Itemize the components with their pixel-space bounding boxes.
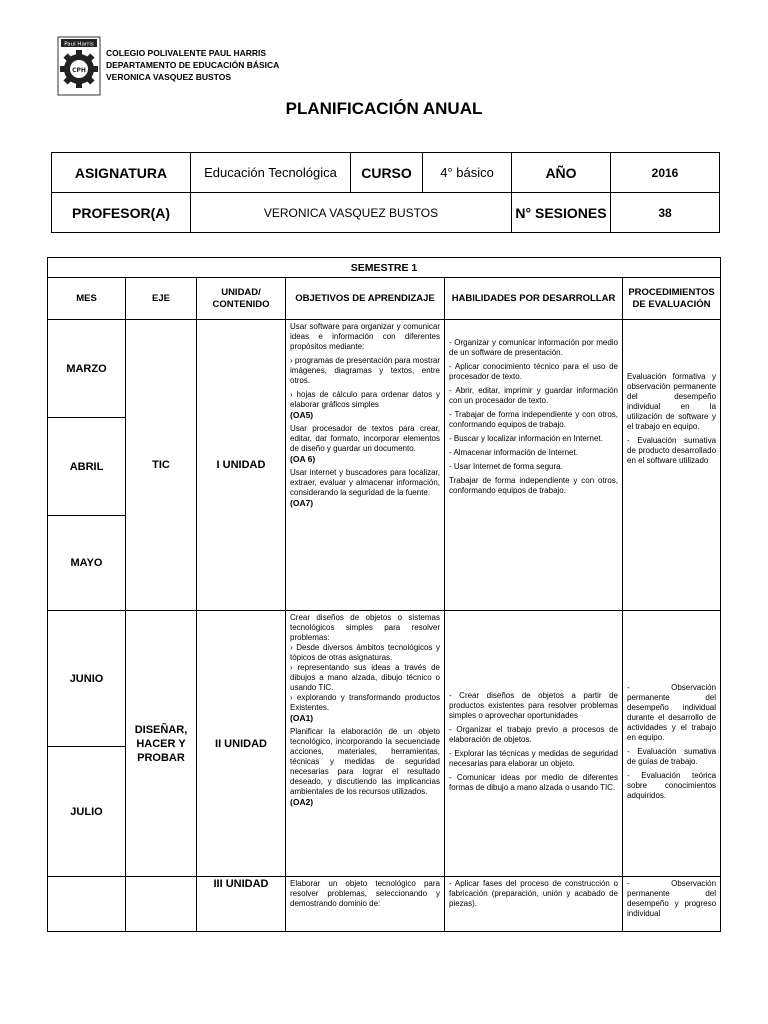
habilidades-unidad-3: - Aplicar fases del proceso de construcción o fabricación (preparación, unión y acabado de piezas).	[445, 877, 623, 932]
objective-code: (OA 6)	[290, 454, 316, 464]
asignatura-value: Educación Tecnológica	[191, 153, 351, 193]
eje-tic: TIC	[126, 320, 197, 611]
objective-code: (OA7)	[290, 498, 314, 508]
header-mes: MES	[48, 278, 126, 320]
skill-text: - Usar Internet de forma segura.	[449, 462, 563, 471]
asignatura-label: ASIGNATURA	[52, 153, 191, 193]
objective-text: Crear diseños de objetos o sistemas tecnológicos simples para resolver problemas:	[290, 613, 440, 642]
skill-text: - Almacenar información de Internet.	[449, 448, 578, 457]
objective-text: › programas de presentación para mostrar imágenes, diagramas y textos, entre otros.	[290, 356, 440, 385]
procedimiento-unidad-2	[623, 611, 721, 877]
objetivos-unidad-1	[286, 320, 445, 611]
habilidades-unidad-1	[445, 320, 623, 611]
skill-text: - Organizar el trabajo previo a procesos de elaboración de objetos.	[449, 724, 618, 744]
month-junio: JUNIO	[48, 611, 126, 747]
objetivos-unidad-2	[286, 611, 445, 877]
skill-text: - Aplicar conocimiento técnico para el uso de procesador de texto.	[449, 362, 618, 381]
objective-text: › hojas de cálculo para ordenar datos y elaborar gráficos simples	[290, 390, 440, 409]
header-objetivos: OBJETIVOS DE APRENDIZAJE	[286, 278, 445, 320]
month-abril: ABRIL	[48, 418, 126, 516]
eje-disenar: DISEÑAR, HACER Y PROBAR	[126, 611, 197, 877]
svg-text:CPH: CPH	[72, 67, 86, 74]
curso-value: 4° básico	[423, 153, 512, 193]
school-header	[106, 47, 279, 83]
evaluation-text: - Observación permanente del desempeño individual durante el desarrollo de actividades y el trabajo en equipo.	[627, 682, 717, 742]
objective-code: (OA5)	[290, 410, 314, 420]
objective-code: (OA1)	[290, 713, 314, 723]
procedimiento-unidad-1	[623, 320, 721, 611]
procedimiento-unidad-3: - Observación permanente del desempeño y progreso individual	[623, 877, 721, 932]
objective-text: › representando sus ideas a través de dibujos a mano alzada, dibujo técnico o usando TIC.	[290, 663, 440, 692]
curso-label: CURSO	[351, 153, 423, 193]
objective-text: › Desde diversos ámbitos tecnológicos y tópicos de otras asignaturas.	[290, 643, 440, 662]
skill-text: - Explorar las técnicas y medidas de seguridad necesarias para elaborar un objeto.	[449, 748, 618, 768]
skill-text: - Buscar y localizar información en Internet.	[449, 434, 603, 443]
evaluation-text: - Evaluación teórica sobre conocimientos adquiridos.	[627, 770, 717, 800]
objective-code: (OA2)	[290, 797, 314, 807]
svg-text:Paul Harris: Paul Harris	[64, 41, 94, 48]
semester-header: SEMESTRE 1	[48, 258, 721, 278]
month-empty	[48, 877, 126, 932]
skill-text: - Comunicar ideas por medio de diferentes formas de dibujo a mano alzada o usando TIC.	[449, 772, 618, 792]
skill-text: - Organizar y comunicar información por medio de un software de presentación.	[449, 338, 618, 357]
plan-table	[47, 257, 721, 932]
unidad-3: III UNIDAD	[197, 877, 286, 932]
habilidades-unidad-2	[445, 611, 623, 877]
evaluation-text: Evaluación formativa y observación permanente del desempeño individual en la utilización de software y el trabajo en equipo.	[627, 372, 717, 431]
school-logo	[57, 36, 101, 96]
month-julio: JULIO	[48, 747, 126, 877]
objective-text: Usar procesador de textos para crear, editar, dar formato, incorporar elementos de diseño y guardar un documento.	[290, 424, 440, 453]
skill-text: - Trabajar de forma independiente y con otros, conformando equipos de trabajo.	[449, 410, 618, 429]
page-title: PLANIFICACIÓN ANUAL	[285, 99, 483, 118]
skill-text: - Crear diseños de objetos a partir de productos existentes para resolver problemas simples o aprovechar oportunidades	[449, 690, 618, 720]
skill-text: Trabajar de forma independiente y con otros, conformando equipos de trabajo.	[449, 476, 618, 495]
header-habilidades: HABILIDADES POR DESARROLLAR	[445, 278, 623, 320]
header-eje: EJE	[126, 278, 197, 320]
evaluation-text: - Evaluación sumativa de producto desarrollado en el software utilizado	[627, 436, 717, 465]
sesiones-label: N° SESIONES	[512, 193, 611, 233]
evaluation-text: - Evaluación sumativa de guías de trabajo.	[627, 746, 717, 766]
header-procedimiento: PROCEDIMIENTOS DE EVALUACIÓN	[623, 278, 721, 320]
info-table	[51, 152, 720, 233]
objective-text: Usar internet y buscadores para localizar, extraer, evaluar y almacenar información, considerando la seguridad de la fuente.	[290, 468, 440, 497]
objective-text: Usar software para organizar y comunicar ideas e información con diferentes propósitos mediante:	[290, 322, 440, 351]
profesor-value: VERONICA VASQUEZ BUSTOS	[191, 193, 512, 233]
header-unidad: UNIDAD/ CONTENIDO	[197, 278, 286, 320]
unidad-2: II UNIDAD	[197, 611, 286, 877]
teacher-name: VERONICA VASQUEZ BUSTOS	[106, 72, 231, 82]
anio-value: 2016	[611, 153, 720, 193]
objective-text: › explorando y transformando productos Existentes.	[290, 693, 440, 712]
month-mayo: MAYO	[48, 516, 126, 611]
department-name: DEPARTAMENTO DE EDUCACIÓN BÁSICA	[106, 60, 280, 70]
objetivos-unidad-3: Elaborar un objeto tecnológico para resolver problemas, seleccionando y demostrando dominio de:	[286, 877, 445, 932]
profesor-label: PROFESOR(A)	[52, 193, 191, 233]
objective-text: Planificar la elaboración de un objeto tecnológico, incorporando la secuenciade acciones, materiales, herramientas, técnicas y medidas de seguridad necesarias para lograr el resultado deseado, y discutiendo las implicancias ambientales de los recursos utilizados.	[290, 727, 440, 796]
anio-label: AÑO	[512, 153, 611, 193]
skill-text: - Abrir, editar, imprimir y guardar información con un procesador de texto.	[449, 386, 618, 405]
eje-empty	[126, 877, 197, 932]
sesiones-value: 38	[611, 193, 720, 233]
unidad-1: I UNIDAD	[197, 320, 286, 611]
month-marzo: MARZO	[48, 320, 126, 418]
school-name: COLEGIO POLIVALENTE PAUL HARRIS	[106, 48, 267, 58]
